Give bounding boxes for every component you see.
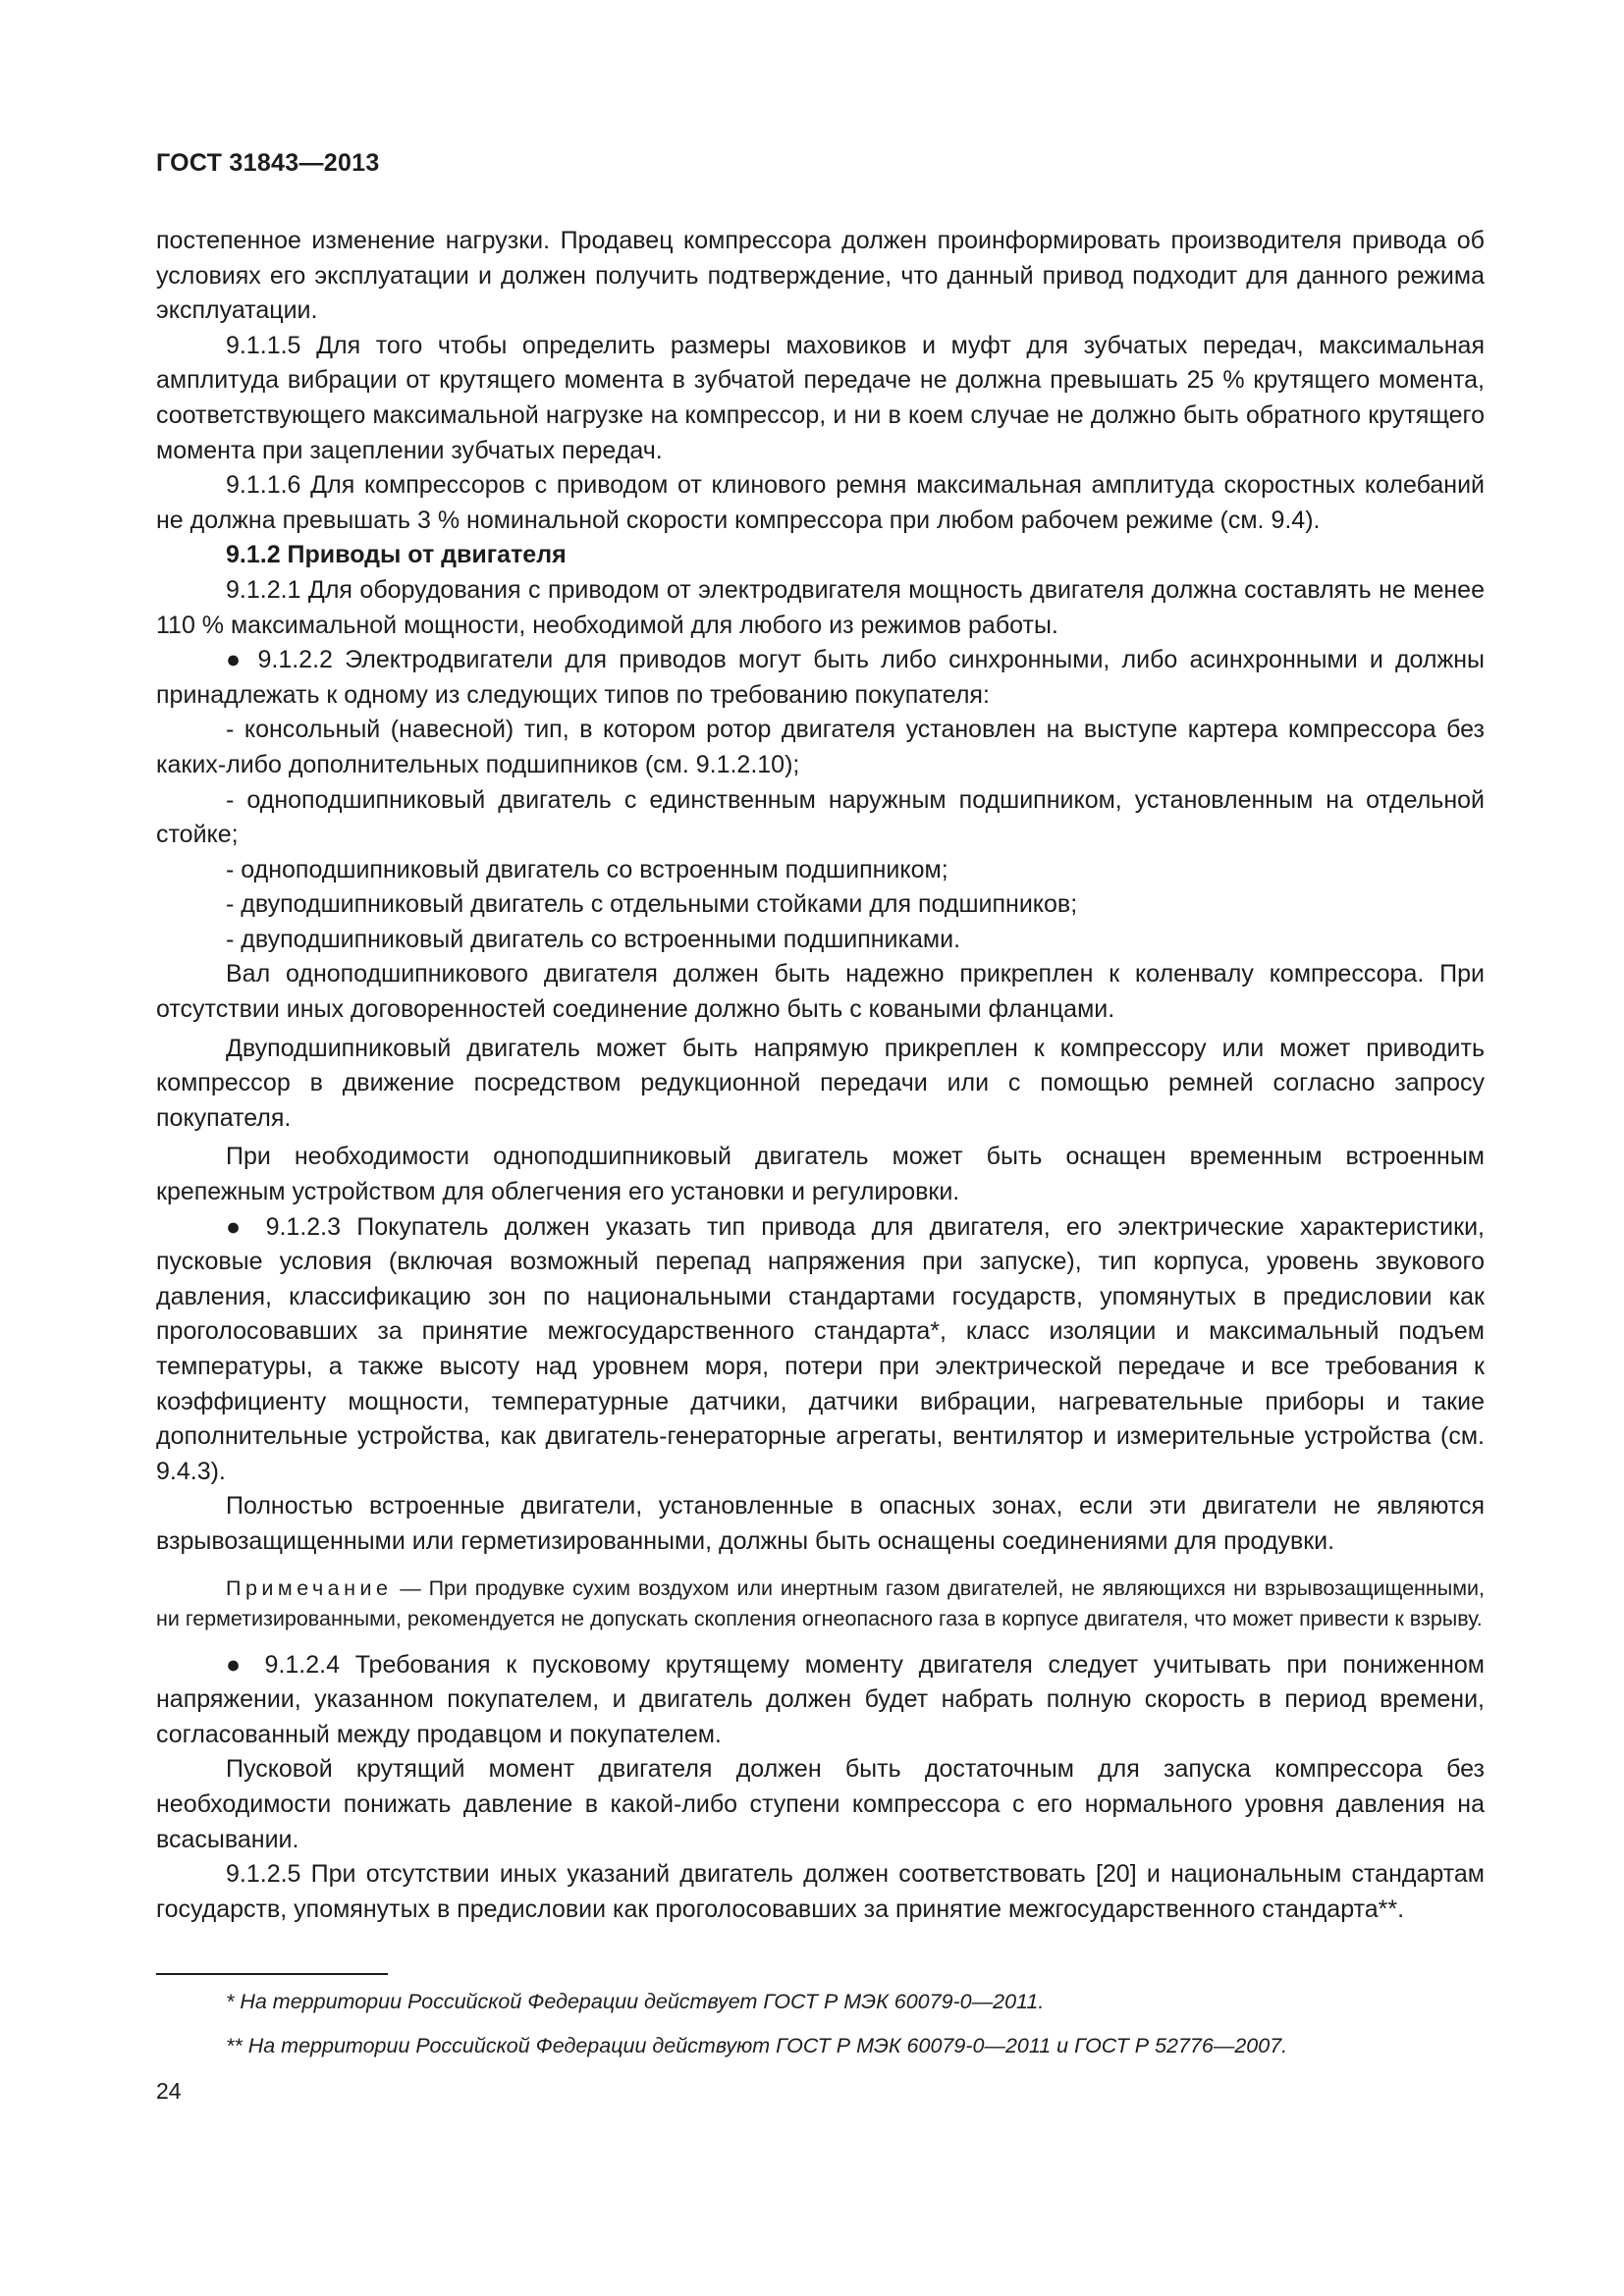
paragraph-9-1-1-5: 9.1.1.5 Для того чтобы определить размеры маховиков и муфт для зубчатых передач, максимальная амплитуда вибрации от крутящего момента в зубчатой передаче не должна превышать 25 % крутящего момента, соответствующего максимальной нагрузке на компрессор, и ни в коем случае не должно быть обратного крутящего момента при зацеплении зубчатых передач. [156, 331, 1485, 464]
document-body [156, 224, 1485, 1927]
document-header: ГОСТ 31843—2013 [156, 149, 380, 177]
paragraph: Пусковой крутящий момент двигателя должен быть достаточным для запуска компрессора без необходимости понижать давление в какой-либо ступени компрессора с его нормального уровня давления на всасывании. [156, 1755, 1485, 1853]
list-item: - одноподшипниковый двигатель с единственным наружным подшипником, установленным на отдельной стойке; [156, 785, 1485, 849]
list-item: - двуподшипниковый двигатель со встроенными подшипниками. [226, 925, 961, 953]
footnote-1: * На территории Российской Федерации действует ГОСТ Р МЭК 60079-0—2011. [226, 1990, 1045, 2013]
footnote-2: ** На территории Российской Федерации действуют ГОСТ Р МЭК 60079-0—2011 и ГОСТ Р 52776—2007. [226, 2034, 1288, 2057]
paragraph: Вал одноподшипникового двигателя должен быть надежно прикреплен к коленвалу компрессора. При отсутствии иных договоренностей соединение должно быть с коваными фланцами. [156, 960, 1485, 1024]
paragraph: постепенное изменение нагрузки. Продавец компрессора должен проинформировать производителя привода об условиях его эксплуатации и должен получить подтверждение, что данный привод подходит для данного режима эксплуатации. [156, 227, 1485, 325]
section-heading-9-1-2: 9.1.2 Приводы от двигателя [226, 541, 567, 569]
list-item: - одноподшипниковый двигатель со встроенным подшипником; [226, 855, 948, 883]
paragraph-9-1-2-1: 9.1.2.1 Для оборудования с приводом от электродвигателя мощность двигателя должна составлять не менее 110 % максимальной мощности, необходимой для любого из режимов работы. [156, 575, 1485, 639]
note-label: Примечание [226, 1575, 393, 1600]
paragraph-9-1-2-2: ● 9.1.2.2 Электродвигатели для приводов могут быть либо синхронными, либо асинхронными и должны принадлежать к одному из следующих типов по требованию покупателя: [156, 646, 1485, 709]
list-item: - двуподшипниковый двигатель с отдельными стойками для подшипников; [226, 890, 1078, 919]
page-number: 24 [156, 2078, 182, 2104]
paragraph-9-1-1-6: 9.1.1.6 Для компрессоров с приводом от клинового ремня максимальная амплитуда скоростных колебаний не должна превышать 3 % номинальной скорости компрессора при любом рабочем режиме (см. 9.4). [156, 471, 1485, 534]
paragraph: Полностью встроенные двигатели, установленные в опасных зонах, если эти двигатели не являются взрывозащищенными или герметизированными, должны быть оснащены соединениями для продувки. [156, 1492, 1485, 1555]
footnote-divider [156, 1973, 388, 1975]
list-item: - консольный (навесной) тип, в котором ротор двигателя установлен на выступе картера компрессора без каких-либо дополнительных подшипников (см. 9.1.2.10); [156, 716, 1485, 778]
paragraph-9-1-2-5: 9.1.2.5 При отсутствии иных указаний двигатель должен соответствовать [20] и национальным стандартам государств, упомянутых в предисловии как проголосовавших за принятие межгосударственного стандарта**. [156, 1860, 1485, 1923]
note [156, 1574, 1485, 1634]
paragraph-9-1-2-3: ● 9.1.2.3 Покупатель должен указать тип привода для двигателя, его электрические характеристики, пусковые условия (включая возможный перепад напряжения при запуске), тип корпуса, уровень звукового давления, классификацию зон по национальными стандартами государств, упомянутых в предисловии как проголосовавших за принятие межгосударственного стандарта*, класс изоляции и максимальный подъем температуры, а также высоту над уровнем моря, потери при электрической передаче и все требования к коэффициенту мощности, температурные датчики, датчики вибрации, нагревательные приборы и такие дополнительные устройства, как двигатель-генераторные агрегаты, вентилятор и измерительные устройства (см. 9.4.3). [156, 1212, 1485, 1485]
paragraph-9-1-2-4: ● 9.1.2.4 Требования к пусковому крутящему моменту двигателя следует учитывать при пониженном напряжении, указанном покупателем, и двигатель должен будет набрать полную скорость в период времени, согласованный между продавцом и покупателем. [156, 1650, 1485, 1748]
note-text: — При продувке сухим воздухом или инертным газом двигателей, не являющихся ни взрывозащищенными, ни герметизированными, рекомендуется не допускать скопления огнеопасного газа в корпусе двигателя, что может привести к взрыву. [156, 1575, 1485, 1630]
paragraph: При необходимости одноподшипниковый двигатель может быть оснащен временным встроенным крепежным устройством для облегчения его установки и регулировки. [156, 1143, 1485, 1206]
paragraph: Двуподшипниковый двигатель может быть напрямую прикреплен к компрессору или может приводить компрессор в движение посредством редукционной передачи или с помощью ремней согласно запросу покупателя. [156, 1034, 1485, 1132]
